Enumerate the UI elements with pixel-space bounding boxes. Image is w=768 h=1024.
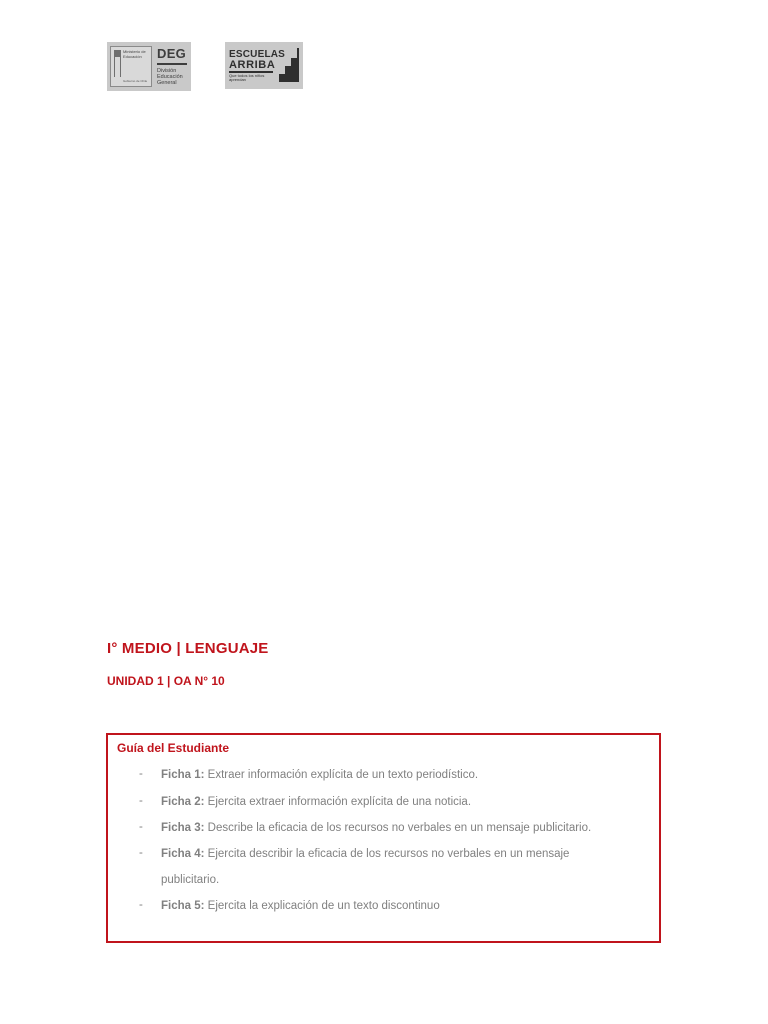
ministerio-label: Ministerio de Educación (123, 49, 146, 59)
stairs-icon (275, 48, 299, 82)
ficha-label: Ficha 1: (161, 769, 205, 781)
list-dash: - (139, 795, 143, 807)
ficha-label: Ficha 2: (161, 796, 205, 808)
page-title: I° MEDIO | LENGUAJE (107, 640, 269, 657)
ministerio-emblem (110, 46, 152, 87)
deg-title: DEG (157, 46, 187, 61)
flag-icon (114, 50, 121, 57)
list-dash: - (139, 768, 143, 780)
arriba-label: ARRIBA (229, 59, 276, 71)
gobierno-label: Gobierno de Chile (123, 79, 148, 83)
ficha-label: Ficha 5: (161, 900, 205, 912)
list-dash: - (139, 821, 143, 833)
ficha-label: Ficha 3: (161, 822, 205, 834)
list-dash: - (139, 847, 143, 859)
escuelas-tagline: Que todos los niños aprendan (229, 73, 265, 83)
escuelas-arriba-logo (225, 42, 303, 89)
deg-subtitle: División Educación General (157, 68, 183, 87)
escuelas-label: ESCUELAS (229, 49, 286, 60)
deg-logo (107, 42, 191, 91)
guide-title: Guía del Estudiante (117, 741, 230, 755)
student-guide-box (106, 733, 661, 943)
deg-rule (157, 63, 187, 65)
ficha-text: Ejercita extraer información explícita de una noticia. (204, 796, 472, 808)
list-dash: - (139, 899, 143, 911)
ficha-label: Ficha 4: (161, 848, 205, 860)
ficha-text: Ejercita describir la eficacia de los recursos no verbales en un mensaje publicitario. (161, 848, 570, 886)
ficha-text: Ejercita la explicación de un texto discontinuo (204, 900, 440, 912)
ficha-text: Extraer información explícita de un texto periodístico. (204, 769, 479, 781)
unit-subtitle: UNIDAD 1 | OA N° 10 (107, 674, 225, 688)
ficha-text: Describe la eficacia de los recursos no verbales en un mensaje publicitario. (204, 822, 592, 834)
